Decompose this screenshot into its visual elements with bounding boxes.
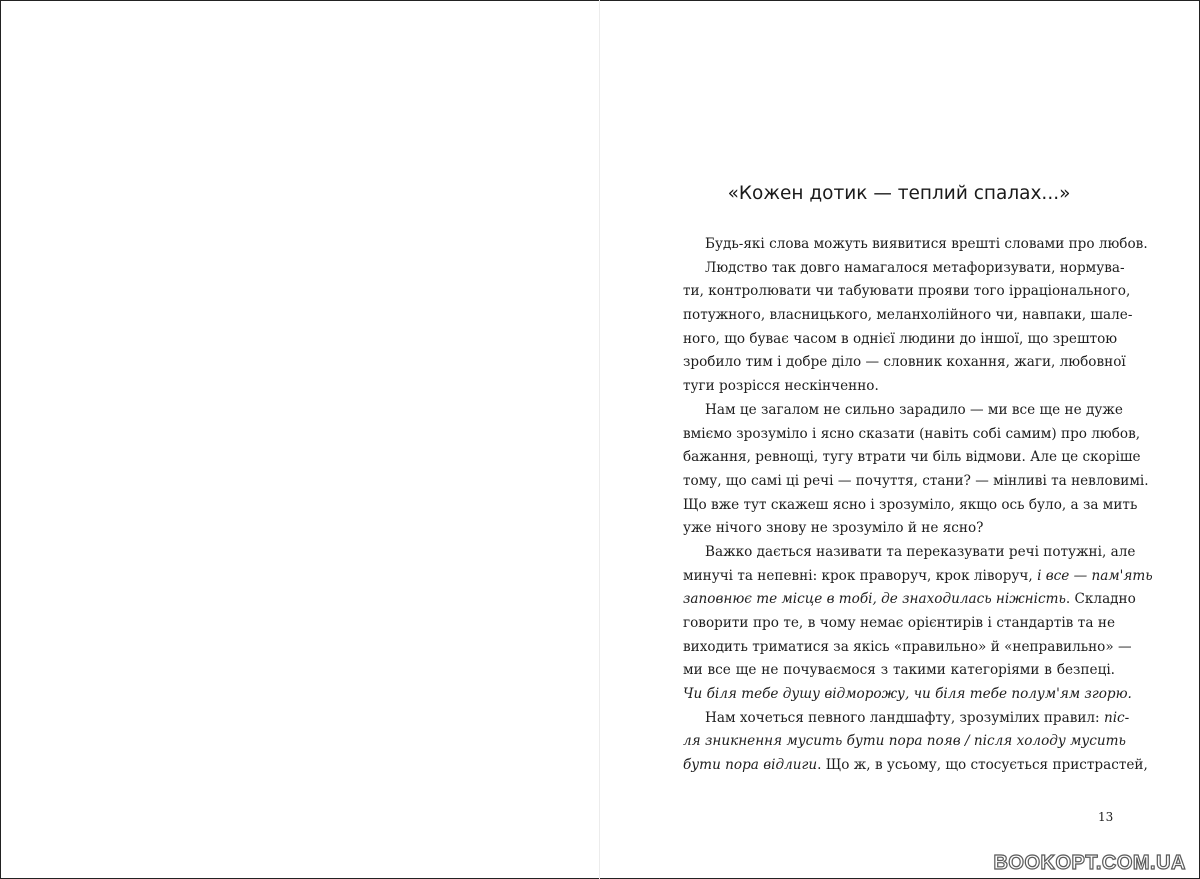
watermark: BOOKOPT.COM.UA <box>993 852 1186 874</box>
text-line: тому, що самі ці речі — почуття, стани? — мінливі та невловимі. <box>683 472 1149 489</box>
text-line: ми все ще не почуваємося з такими категоріями в безпеці. <box>683 662 1115 679</box>
text-line <box>683 707 1130 731</box>
text-line: уже нічого знову не зрозуміло й не ясно? <box>683 520 984 537</box>
page-number: 13 <box>1098 810 1114 824</box>
book-spine <box>599 0 600 879</box>
text-line: потужного, власницького, меланхолійного чи, навпаки, шале- <box>683 307 1133 324</box>
text-line: Будь-які слова можуть виявитися врешті словами про любов. <box>705 236 1148 252</box>
italic-run: ля зникнення мусить бути пора появ / після холоду мусить <box>683 733 1126 750</box>
italic-run: заповнює те місце в тобі, де знаходилась ніжність <box>683 591 1066 608</box>
text-line: Важко дається називати та переказувати речі потужні, але <box>705 543 1136 560</box>
text-run: . Складно <box>1065 591 1136 608</box>
text-line <box>683 730 1126 754</box>
italic-run: бути пора відлиги <box>683 757 818 774</box>
text-line: ного, що буває часом в однієї людини до іншої, що зрештою <box>683 330 1118 347</box>
text-line: говорити про те, в чому немає орієнтирів і стандартів та не <box>683 615 1115 631</box>
text-line: зробило тим і добре діло — словник кохання, жаги, любовної <box>683 354 1126 371</box>
body-text <box>683 233 1153 778</box>
text-run: Нам хочеться певного ландшафту, зрозумілих правил: <box>705 709 1104 726</box>
text-line: Нам це загалом не сильно зарадило — ми все ще не дуже <box>705 401 1123 418</box>
text-line <box>683 683 1132 707</box>
chapter-title: «Кожен дотик — теплий спалах...» <box>727 183 1071 204</box>
text-line: ти, контролювати чи табуювати прояви того ірраціонального, <box>683 283 1131 300</box>
text-line <box>683 588 1136 612</box>
italic-run: і все — пам'ять <box>1037 567 1153 584</box>
text-line: виходить триматися за якісь «правильно» й «неправильно» — <box>683 638 1132 655</box>
text-run: минучі та непевні: крок праворуч, крок ліворуч, <box>683 567 1038 584</box>
italic-run: піс- <box>1103 709 1130 726</box>
text-line: Людство так довго намагалося метафоризувати, нормува- <box>705 259 1125 276</box>
text-line: Що вже тут скажеш ясно і зрозуміло, якщо ось було, а за мить <box>683 496 1138 513</box>
text-line <box>683 565 1153 589</box>
text-line: бажання, ревнощі, тугу втрати чи біль відмови. Але це скоріше <box>683 449 1141 466</box>
text-run: . Що ж, в усьому, що стосується пристрастей, <box>817 757 1148 774</box>
text-line: туги розрісся нескінченно. <box>683 378 879 395</box>
text-line: вміємо зрозуміло і ясно сказати (навіть собі самим) про любов, <box>683 425 1141 442</box>
text-line <box>683 754 1148 778</box>
italic-run: Чи біля тебе душу відморожу, чи біля тебе полум'ям згорю. <box>683 686 1132 703</box>
right-page <box>683 0 1153 879</box>
